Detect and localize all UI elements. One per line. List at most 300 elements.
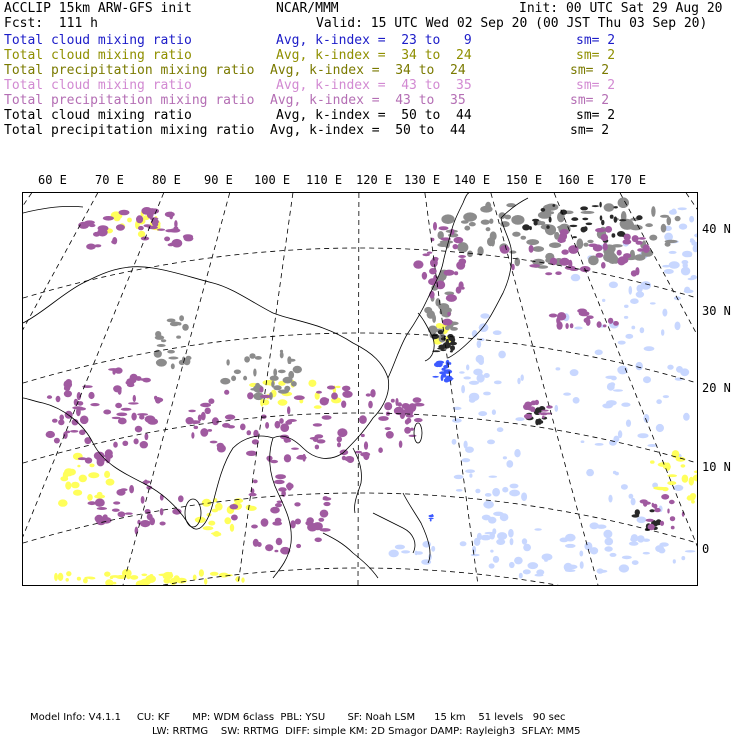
cloud-lightblue-patch (603, 530, 612, 538)
cloud-yellow-patch (655, 487, 666, 490)
precip-purple-patch (247, 430, 252, 435)
cloud-lightblue-patch (485, 532, 495, 534)
precip-purple-patch (265, 544, 273, 551)
forecast-hour: Fcst: 111 h (4, 16, 98, 31)
legend-smoothing: sm= 2 (576, 108, 616, 123)
cloud-yellow-patch (204, 578, 207, 584)
cloud-dark-patch (546, 225, 549, 229)
precip-purple-patch (246, 451, 257, 456)
precip-purple-patch (541, 410, 549, 412)
cloud-dark-patch (614, 206, 618, 208)
cloud-lightblue-patch (483, 392, 491, 396)
precip-purple-patch (345, 456, 355, 462)
precip-purple-patch (290, 520, 296, 528)
cloud-lightblue-patch (509, 562, 515, 568)
cloud-lightblue-patch (528, 562, 539, 569)
precip-purple-patch (364, 441, 368, 449)
precip-purple-patch (173, 226, 178, 231)
precip-purple-patch (432, 257, 438, 261)
precip-purple-patch (115, 403, 122, 408)
cloud-lightblue-patch (514, 557, 523, 565)
cloud-lightblue-patch (509, 490, 520, 497)
precip-purple-patch (660, 521, 664, 526)
cloud-gray-patch (511, 215, 524, 225)
cloud-gray-patch (618, 197, 629, 208)
precip-purple-patch (127, 378, 137, 384)
cloud-lightblue-patch (473, 369, 483, 376)
cloud-yellow-patch (212, 509, 218, 513)
cloud-lightblue-patch (493, 512, 504, 516)
cloud-lightblue-patch (679, 224, 687, 230)
cloud-lightblue-patch (460, 541, 467, 546)
precip-purple-patch (297, 455, 306, 459)
precip-purple-patch (555, 271, 561, 275)
precip-purple-patch (140, 520, 150, 527)
cloud-yellow-patch (63, 471, 69, 479)
cloud-lightblue-patch (492, 409, 496, 415)
precip-purple-patch (89, 224, 96, 227)
precip-purple-patch (286, 439, 291, 443)
lon-label: 140 E (454, 173, 491, 187)
cloud-yellow-patch (170, 578, 177, 585)
precip-purple-patch (669, 500, 675, 504)
precip-purple-patch (140, 441, 148, 448)
cloud-lightblue-patch (650, 302, 656, 304)
cloud-lightblue-patch (514, 449, 520, 457)
cloud-gray-patch (545, 204, 558, 211)
precip-purple-patch (115, 367, 123, 373)
precip-purple-patch (270, 507, 280, 514)
cloud-yellow-patch (682, 475, 689, 483)
latitude-gridline (23, 333, 697, 383)
precip-purple-patch (131, 413, 136, 421)
precip-purple-patch (559, 258, 569, 266)
precip-purple-patch (113, 501, 120, 504)
precip-purple-patch (427, 252, 432, 254)
precip-purple-patch (313, 436, 319, 442)
precip-purple-patch (461, 287, 465, 290)
cloud-lightblue-patch (580, 561, 584, 569)
cloud-dark-patch (584, 226, 588, 231)
cloud-gray-patch (660, 215, 669, 218)
precip-purple-patch (601, 262, 606, 269)
cloud-lightblue-patch (632, 560, 639, 565)
precip-purple-patch (128, 402, 139, 404)
precip-purple-patch (116, 413, 127, 417)
cloud-lightblue-patch (431, 546, 435, 552)
cloud-yellow-patch (211, 532, 221, 535)
cloud-yellow-patch (210, 572, 219, 576)
precip-purple-patch (667, 509, 669, 514)
precip-purple-patch (456, 261, 465, 270)
precip-purple-patch (405, 419, 410, 424)
precip-purple-patch (253, 539, 259, 547)
precip-purple-patch (337, 436, 342, 442)
cloud-lightblue-patch (482, 515, 491, 521)
cloud-lightblue-patch (493, 556, 499, 563)
precip-purple-patch (212, 417, 219, 425)
precip-purple-patch (138, 226, 144, 230)
cloud-lightblue-patch (683, 263, 688, 269)
precip-purple-patch (59, 415, 64, 421)
map-canvas (23, 193, 697, 585)
precip-purple-patch (409, 435, 417, 437)
cloud-gray-patch (167, 350, 175, 354)
precip-purple-patch (568, 245, 578, 254)
island-outline (185, 499, 201, 527)
precip-purple-patch (184, 236, 194, 242)
cloud-dark-patch (443, 342, 451, 349)
cloud-gray-patch (234, 370, 241, 375)
precip-purple-patch (200, 428, 208, 437)
cloud-yellow-patch (234, 498, 243, 503)
precip-blue-core (430, 519, 432, 522)
lon-label: 70 E (95, 173, 124, 187)
cloud-lightblue-patch (452, 439, 457, 445)
cloud-lightblue-patch (659, 542, 668, 546)
precip-purple-patch (80, 416, 89, 425)
precip-purple-patch (439, 226, 449, 230)
cloud-gray-patch (464, 226, 470, 231)
precip-purple-patch (368, 401, 373, 409)
cloud-gray-patch (651, 206, 655, 217)
precip-purple-patch (595, 228, 605, 232)
precip-purple-patch (129, 485, 134, 493)
cloud-gray-patch (157, 344, 166, 347)
cloud-yellow-patch (66, 578, 69, 582)
precip-purple-patch (603, 324, 607, 327)
lon-label: 60 E (38, 173, 67, 187)
precip-purple-patch (85, 457, 92, 463)
legend-k-index: Avg, k-index = 43 to 35 (276, 78, 472, 93)
precip-purple-patch (315, 445, 319, 450)
cloud-lightblue-patch (502, 487, 508, 493)
cloud-gray-patch (463, 212, 477, 221)
cloud-lightblue-patch (472, 546, 476, 554)
cloud-gray-patch (186, 356, 192, 360)
cloud-gray-patch (156, 359, 167, 367)
precip-purple-patch (139, 415, 144, 420)
legend-smoothing: sm= 2 (570, 123, 610, 138)
precip-purple-patch (447, 312, 450, 316)
cloud-dark-patch (437, 348, 445, 350)
cloud-gray-patch (667, 217, 672, 226)
cloud-lightblue-patch (459, 371, 465, 373)
precip-purple-patch (500, 245, 510, 254)
lon-label: 170 E (610, 173, 647, 187)
cloud-lightblue-patch (469, 473, 472, 477)
precip-purple-patch (386, 431, 394, 439)
precip-purple-patch (190, 420, 201, 424)
cloud-lightblue-patch (519, 573, 523, 579)
cloud-lightblue-patch (610, 553, 617, 557)
cloud-gray-patch (171, 363, 175, 369)
cloud-dark-patch (582, 218, 588, 221)
precip-purple-patch (294, 502, 300, 506)
cloud-lightblue-patch (498, 351, 506, 359)
cloud-lightblue-patch (474, 538, 481, 546)
cloud-lightblue-patch (694, 233, 697, 237)
cloud-lightblue-patch (478, 411, 487, 416)
cloud-gray-patch (243, 376, 247, 381)
legend-label: Total cloud mixing ratio (4, 78, 192, 93)
cloud-gray-patch (549, 242, 561, 248)
precip-purple-patch (155, 398, 163, 403)
precip-purple-patch (194, 426, 199, 429)
cloud-lightblue-patch (606, 400, 617, 406)
cloud-gray-patch (273, 385, 281, 390)
cloud-gray-patch (583, 243, 588, 247)
cloud-lightblue-patch (536, 569, 544, 575)
coastline (323, 533, 378, 578)
precip-purple-patch (160, 508, 164, 515)
cloud-yellow-patch (105, 579, 113, 585)
cloud-dark-patch (636, 215, 642, 220)
lon-label: 80 E (152, 173, 181, 187)
cloud-gray-patch (480, 206, 492, 213)
precip-blue-core (441, 375, 444, 381)
precip-purple-patch (531, 401, 537, 406)
cloud-lightblue-patch (673, 559, 676, 563)
precip-purple-patch (52, 419, 58, 423)
cloud-lightblue-patch (463, 376, 471, 379)
precip-purple-patch (391, 399, 395, 403)
precip-purple-patch (586, 315, 593, 319)
cloud-yellow-patch (88, 472, 99, 478)
cloud-yellow-patch (54, 573, 58, 581)
lon-label: 160 E (558, 173, 595, 187)
cloud-dark-patch (612, 233, 616, 237)
lon-label: 120 E (356, 173, 393, 187)
cloud-yellow-patch (77, 577, 81, 581)
cloud-lightblue-patch (682, 251, 692, 258)
precip-purple-patch (398, 402, 402, 406)
precip-purple-patch (247, 392, 253, 399)
cloud-gray-patch (604, 203, 615, 211)
precip-purple-patch (191, 432, 194, 439)
precip-purple-patch (370, 389, 375, 397)
cloud-yellow-patch (667, 474, 677, 477)
cloud-lightblue-patch (618, 341, 626, 345)
cloud-lightblue-patch (581, 440, 585, 443)
cloud-yellow-patch (650, 460, 655, 463)
cloud-lightblue-patch (489, 563, 495, 568)
precip-purple-patch (276, 538, 283, 546)
precip-purple-patch (165, 212, 175, 218)
cloud-dark-patch (570, 225, 578, 227)
precip-purple-patch (137, 520, 140, 525)
precip-purple-patch (588, 244, 597, 248)
cloud-gray-patch (287, 356, 291, 363)
precip-purple-patch (178, 495, 184, 502)
precip-purple-patch (208, 398, 214, 404)
precip-purple-patch (274, 480, 285, 484)
precip-purple-patch (296, 544, 301, 548)
cloud-lightblue-patch (667, 365, 673, 370)
cloud-lightblue-patch (641, 281, 652, 290)
precip-purple-patch (278, 487, 287, 491)
cloud-gray-patch (441, 214, 454, 224)
cloud-yellow-patch (73, 490, 82, 496)
cloud-lightblue-patch (480, 313, 489, 318)
cloud-yellow-patch (104, 572, 110, 577)
cloud-lightblue-patch (662, 309, 667, 317)
cloud-lightblue-patch (465, 469, 475, 473)
cloud-gray-patch (645, 223, 653, 227)
init-time: Init: 00 UTC Sat 29 Aug 20 (519, 1, 723, 16)
cloud-yellow-patch (130, 575, 138, 580)
precip-purple-patch (342, 391, 352, 398)
precip-purple-patch (624, 234, 631, 241)
organization: NCAR/MMM (276, 1, 339, 16)
cloud-lightblue-patch (542, 554, 553, 561)
model-title: ACCLIP 15km ARW-GFS init (4, 1, 192, 16)
precip-purple-patch (453, 244, 459, 249)
precip-purple-patch (523, 404, 531, 410)
cloud-gray-patch (526, 239, 539, 245)
precip-purple-patch (601, 234, 608, 241)
cloud-gray-patch (661, 224, 667, 233)
cloud-lightblue-patch (624, 305, 629, 308)
precip-purple-patch (414, 418, 423, 422)
cloud-lightblue-patch (461, 385, 465, 393)
cloud-yellow-patch (65, 482, 71, 490)
precip-purple-patch (119, 210, 130, 216)
cloud-gray-patch (509, 251, 516, 254)
cloud-yellow-patch (199, 569, 204, 577)
cloud-lightblue-patch (487, 440, 495, 445)
lon-label: 110 E (306, 173, 343, 187)
cloud-gray-patch (253, 369, 256, 377)
cloud-lightblue-patch (656, 399, 662, 404)
cloud-lightblue-patch (629, 542, 639, 546)
precip-purple-patch (608, 318, 613, 324)
cloud-dark-patch (438, 330, 444, 334)
cloud-gray-patch (490, 231, 497, 240)
lon-label: 100 E (254, 173, 291, 187)
precip-purple-patch (188, 410, 196, 413)
map-panel (22, 192, 698, 586)
precip-purple-patch (454, 237, 464, 243)
precip-purple-patch (133, 395, 136, 402)
cloud-lightblue-patch (629, 494, 634, 499)
cloud-gray-patch (649, 235, 657, 241)
cloud-lightblue-patch (462, 458, 471, 462)
precip-purple-patch (323, 496, 328, 499)
precip-purple-patch (147, 514, 153, 521)
cloud-lightblue-patch (523, 544, 531, 551)
coastline (23, 206, 83, 213)
precip-purple-patch (112, 237, 117, 244)
precip-purple-patch (524, 414, 532, 419)
longitude-gridline (123, 193, 230, 585)
cloud-lightblue-patch (489, 476, 498, 478)
cloud-yellow-patch (127, 218, 132, 223)
precip-purple-patch (320, 510, 329, 518)
cloud-yellow-patch (110, 575, 120, 578)
precip-purple-patch (227, 425, 235, 428)
cloud-lightblue-patch (565, 534, 576, 542)
cloud-yellow-patch (58, 573, 64, 581)
legend-label: Total precipitation mixing ratio (4, 63, 255, 78)
precip-purple-patch (652, 503, 654, 507)
cloud-lightblue-patch (669, 251, 677, 254)
legend-label: Total cloud mixing ratio (4, 108, 192, 123)
lon-label: 130 E (404, 173, 441, 187)
precip-purple-patch (565, 323, 568, 329)
precip-purple-patch (141, 496, 145, 504)
cloud-yellow-patch (79, 475, 87, 483)
cloud-gray-patch (255, 383, 260, 388)
cloud-lightblue-patch (497, 427, 504, 432)
cloud-lightblue-patch (469, 381, 479, 385)
precip-purple-patch (260, 387, 264, 393)
precip-purple-patch (631, 270, 637, 276)
cloud-yellow-patch (308, 380, 316, 387)
cloud-lightblue-patch (681, 556, 685, 560)
precip-purple-patch (586, 318, 591, 326)
precip-purple-patch (54, 438, 60, 444)
precip-purple-patch (291, 448, 299, 450)
precip-purple-patch (287, 406, 290, 414)
precip-purple-patch (118, 387, 122, 395)
cloud-gray-patch (168, 357, 178, 360)
cloud-yellow-patch (141, 574, 147, 577)
cloud-lightblue-patch (608, 495, 612, 503)
precip-purple-patch (95, 499, 105, 507)
cloud-lightblue-patch (663, 395, 669, 398)
cloud-lightblue-patch (466, 364, 469, 370)
precip-purple-patch (135, 426, 142, 433)
cloud-lightblue-patch (485, 493, 492, 497)
cloud-dark-patch (539, 420, 543, 423)
precip-purple-patch (147, 210, 154, 219)
legend-k-index: Avg, k-index = 34 to 24 (276, 48, 472, 63)
cloud-lightblue-patch (565, 569, 576, 572)
precip-purple-patch (210, 441, 218, 444)
precip-purple-patch (542, 416, 545, 419)
cloud-lightblue-patch (631, 498, 636, 505)
cloud-gray-patch (489, 219, 493, 224)
precip-purple-patch (429, 291, 434, 299)
cloud-gray-patch (512, 232, 520, 237)
cloud-gray-patch (481, 220, 490, 225)
precip-purple-patch (322, 415, 332, 420)
cloud-lightblue-patch (664, 269, 674, 274)
cloud-yellow-patch (314, 405, 322, 409)
cloud-yellow-patch (138, 231, 145, 238)
cloud-dark-patch (610, 215, 614, 219)
cloud-lightblue-patch (636, 291, 644, 297)
precip-purple-patch (286, 483, 294, 489)
precip-purple-patch (341, 401, 346, 408)
precip-purple-patch (444, 270, 455, 276)
cloud-lightblue-patch (595, 443, 604, 446)
cloud-lightblue-patch (478, 358, 484, 365)
cloud-dark-patch (522, 224, 530, 230)
cloud-gray-patch (450, 327, 458, 331)
cloud-lightblue-patch (422, 541, 431, 548)
cloud-lightblue-patch (625, 334, 633, 339)
precip-purple-patch (205, 408, 211, 415)
cloud-lightblue-patch (618, 430, 622, 438)
precip-purple-patch (260, 395, 271, 399)
cloud-lightblue-patch (570, 369, 579, 376)
precip-purple-patch (557, 321, 563, 329)
cloud-lightblue-patch (656, 424, 664, 432)
cloud-gray-patch (226, 359, 229, 365)
cloud-lightblue-patch (469, 393, 480, 401)
